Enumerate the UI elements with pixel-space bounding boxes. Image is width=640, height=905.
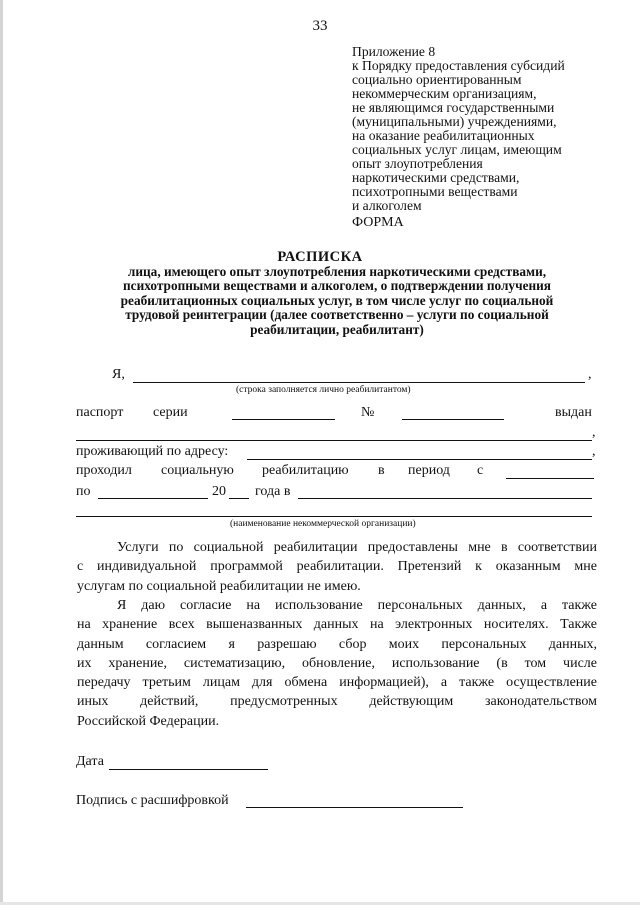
date-label: Дата — [76, 754, 104, 769]
name-field-caption: (строка заполняется лично реабилитантом) — [236, 385, 411, 395]
appendix-line: Приложение 8 — [352, 44, 436, 59]
paragraph-consent — [77, 596, 597, 731]
passport-series-field[interactable] — [232, 419, 335, 420]
appendix-line: к Порядку предоставления субсидий — [352, 58, 565, 73]
document-subtitle — [72, 265, 602, 337]
paragraph-line: передачу третьим лицам для обмена информацией), а также осуществление — [77, 675, 597, 691]
ya-label: Я, — [112, 367, 125, 382]
paragraph-line: услугам по социальной реабилитации не имею. — [77, 578, 361, 594]
document-title: РАСПИСКА — [277, 249, 363, 265]
signature-label: Подпись с расшифровкой — [76, 793, 229, 808]
passed-word: в — [378, 463, 385, 478]
paragraph-line: данным согласием я разрешаю сбор моих персональных данных, — [77, 636, 597, 652]
comma: , — [592, 425, 596, 440]
passed-word: период — [408, 463, 450, 478]
paragraph-line: их хранение, систематизацию, обновление, использование (в том числе — [77, 655, 597, 671]
paragraph-line: Я даю согласие на использование персональных данных, а также — [117, 598, 597, 613]
paragraph-line: Российской Федерации. — [77, 713, 220, 729]
appendix-line: наркотическими средствами, — [352, 170, 520, 185]
address-label: проживающий по адресу: — [76, 444, 229, 459]
address-field[interactable] — [247, 459, 592, 460]
comma: , — [592, 444, 596, 459]
year-suffix: года в — [255, 484, 291, 499]
subtitle-line: психотропными веществами и алкоголем, о подтверждении получения — [123, 278, 551, 294]
number-sign: № — [361, 405, 375, 420]
page-number: 33 — [312, 18, 328, 34]
passed-word: реабилитацию — [262, 463, 349, 478]
subtitle-line: лица, имеющего опыт злоупотребления наркотическими средствами, — [127, 264, 547, 279]
passed-word: с — [477, 463, 484, 478]
paragraph-line: иных действий, предусмотренных действующим законодательством — [77, 694, 597, 710]
full-name-field[interactable] — [133, 382, 585, 383]
paragraph-services — [77, 538, 597, 596]
appendix-line: не являющимся государственными — [352, 100, 555, 115]
passed-word: социальную — [161, 463, 234, 478]
subtitle-line: трудовой реинтеграции (далее соответственно – услуги по социальной — [125, 307, 549, 323]
passed-word: проходил — [76, 463, 132, 478]
year-field[interactable] — [229, 498, 249, 499]
period-end-field[interactable] — [98, 498, 208, 499]
appendix-line: и алкоголем — [352, 198, 422, 213]
organization-field[interactable] — [298, 498, 592, 499]
subtitle-line: реабилитационных социальных услуг, в том числе услуг по социальной — [120, 292, 554, 308]
appendix-line: социальных услуг лицам, имеющим — [352, 142, 562, 157]
appendix-block — [352, 45, 622, 213]
paragraph-line: на хранение всех вышеназванных данных на электронных носителях. Также — [77, 617, 597, 633]
organization-caption: (наименование некоммерческой организации) — [230, 519, 416, 529]
appendix-line: (муниципальными) учреждениями, — [352, 114, 557, 129]
issued-by-field[interactable] — [76, 440, 592, 441]
organization-name-field[interactable] — [76, 516, 592, 517]
year-prefix: 20 — [212, 484, 226, 499]
passport-label: паспорт — [76, 405, 124, 420]
scan-left-edge — [0, 0, 3, 905]
period-start-field[interactable] — [506, 478, 594, 479]
passport-number-field[interactable] — [402, 419, 504, 420]
appendix-line: некоммерческим организациям, — [352, 86, 537, 101]
comma: , — [588, 367, 592, 382]
appendix-line: социально ориентированным — [352, 72, 522, 87]
paragraph-line: с индивидуальной программой реабилитации. Претензий к оказанным мне — [77, 559, 597, 575]
issued-label: выдан — [555, 405, 592, 420]
subtitle-line: реабилитации, реабилитант) — [250, 321, 424, 337]
date-field[interactable] — [109, 769, 268, 770]
po-label: по — [76, 484, 91, 499]
series-label: серии — [153, 405, 188, 420]
form-label: ФОРМА — [352, 215, 404, 230]
paragraph-line: Услуги по социальной реабилитации предоставлены мне в соответствии — [117, 540, 597, 555]
appendix-line: психотропными веществами — [352, 184, 518, 199]
appendix-line: на оказание реабилитационных — [352, 128, 535, 143]
appendix-line: опыт злоупотребления — [352, 156, 483, 171]
signature-field[interactable] — [246, 807, 463, 808]
